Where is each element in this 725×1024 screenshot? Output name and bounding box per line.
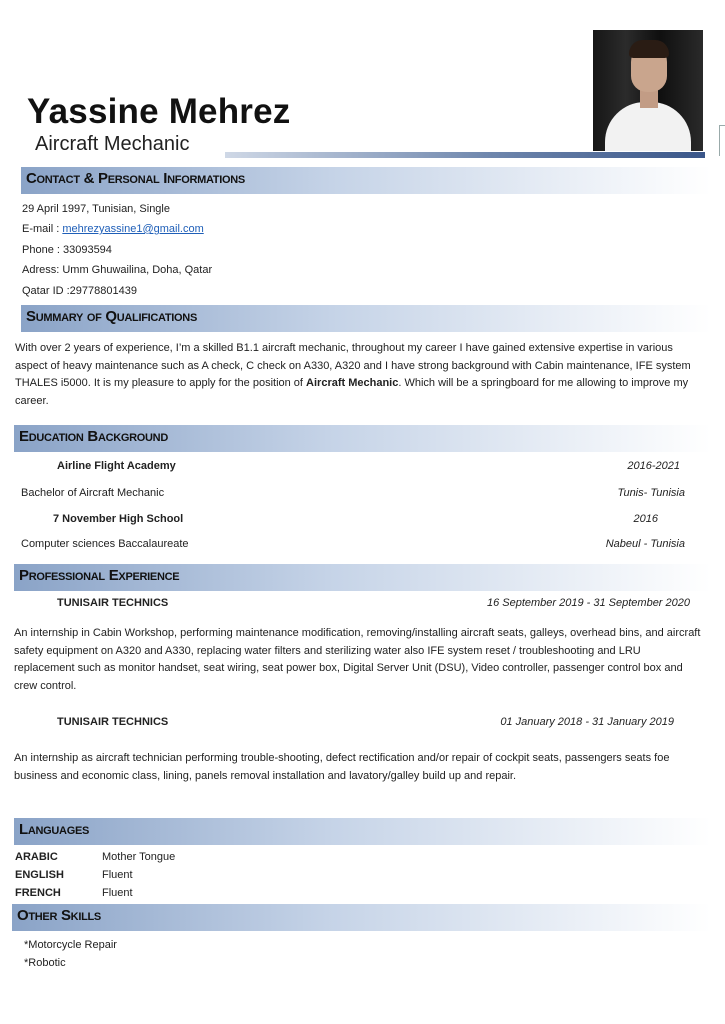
experience-company: TUNISAIR TECHNICS xyxy=(57,716,169,728)
section-title: Languages xyxy=(19,821,90,838)
education-dates: 2016-2021 xyxy=(627,460,680,472)
section-title: Summary of Qualifications xyxy=(26,308,197,325)
section-header-other-skills xyxy=(12,904,711,931)
summary-text-end: . Which will be a springboard for me allowing to improve my career. xyxy=(15,377,689,407)
section-header-experience xyxy=(14,564,711,591)
language-name: FRENCH xyxy=(15,887,61,899)
education-school: Airline Flight Academy xyxy=(57,460,176,472)
section-header-contact xyxy=(21,167,711,194)
experience-description: An internship as aircraft technician performing trouble-shooting, defect rectification and/or repair of cockpit seats, passengers seats foe business and economic class, lining, panels removal installation and lavatory/galley build up and repair. xyxy=(14,752,670,782)
education-school: 7 November High School xyxy=(53,513,184,525)
dob-line: 29 April 1997, Tunisian, Single xyxy=(22,203,170,215)
experience-dates: 16 September 2019 - 31 September 2020 xyxy=(486,597,690,609)
language-name: ENGLISH xyxy=(15,869,64,881)
section-title: Professional Experience xyxy=(19,567,180,584)
section-header-education xyxy=(14,425,711,452)
experience-description: An internship in Cabin Workshop, performing maintenance modification, removing/installing aircraft seats, galleys, overhead bins, and aircraft safety equipment on A320 and A330, replacing water filters and sterilizing water also IFE system reset / troubleshooting and LRU replacement such as monitor handset, seat wiring, seat power box, Digital Server Unit (DSU), Video controller, passenger control box and crew control. xyxy=(14,627,701,692)
title-divider xyxy=(225,152,705,158)
section-title: Education Background xyxy=(19,428,168,445)
experience-dates: 01 January 2018 - 31 January 2019 xyxy=(500,716,674,728)
experience-company: TUNISAIR TECHNICS xyxy=(57,597,169,609)
job-title: Aircraft Mechanic xyxy=(35,133,190,155)
section-title: Other Skills xyxy=(17,907,101,924)
summary-highlight: Aircraft Mechanic xyxy=(306,377,399,389)
email-link[interactable]: mehrezyassine1@gmail.com xyxy=(62,223,204,235)
education-location: Tunis- Tunisia xyxy=(617,487,685,499)
address-line: Adress: Umm Ghuwailina, Doha, Qatar xyxy=(22,264,213,276)
summary-text: With over 2 years of experience, I’m a skilled B1.1 aircraft mechanic, throughout my career I have gained extensive expertise in various aspect of heavy maintenance such as A check, C check on A330, A320 and I have strong background with Cabin maintenance, IFE system THALES i5000. It is my pleasure to apply for the position of xyxy=(15,342,691,389)
skill-item: *Robotic xyxy=(24,957,66,969)
phone-line: Phone : 33093594 xyxy=(22,244,112,256)
email-line xyxy=(22,223,204,235)
language-name: ARABIC xyxy=(15,851,58,863)
section-title: Contact & Personal Informations xyxy=(26,170,245,187)
candidate-name: Yassine Mehrez xyxy=(27,92,291,131)
summary-paragraph xyxy=(15,340,705,410)
section-header-summary xyxy=(21,305,711,332)
education-degree: Bachelor of Aircraft Mechanic xyxy=(21,487,165,499)
skill-item: *Motorcycle Repair xyxy=(24,939,117,951)
education-location: Nabeul - Tunisia xyxy=(605,538,685,550)
profile-photo xyxy=(593,30,703,151)
section-header-languages xyxy=(14,818,711,845)
email-label: E-mail : xyxy=(22,223,63,235)
page-edge-mark xyxy=(719,125,725,156)
language-level: Fluent xyxy=(102,869,133,881)
qatar-id-line: Qatar ID :29778801439 xyxy=(22,285,137,297)
language-level: Fluent xyxy=(102,887,133,899)
language-level: Mother Tongue xyxy=(102,851,176,863)
education-dates: 2016 xyxy=(633,513,658,525)
education-degree: Computer sciences Baccalaureate xyxy=(21,538,189,550)
